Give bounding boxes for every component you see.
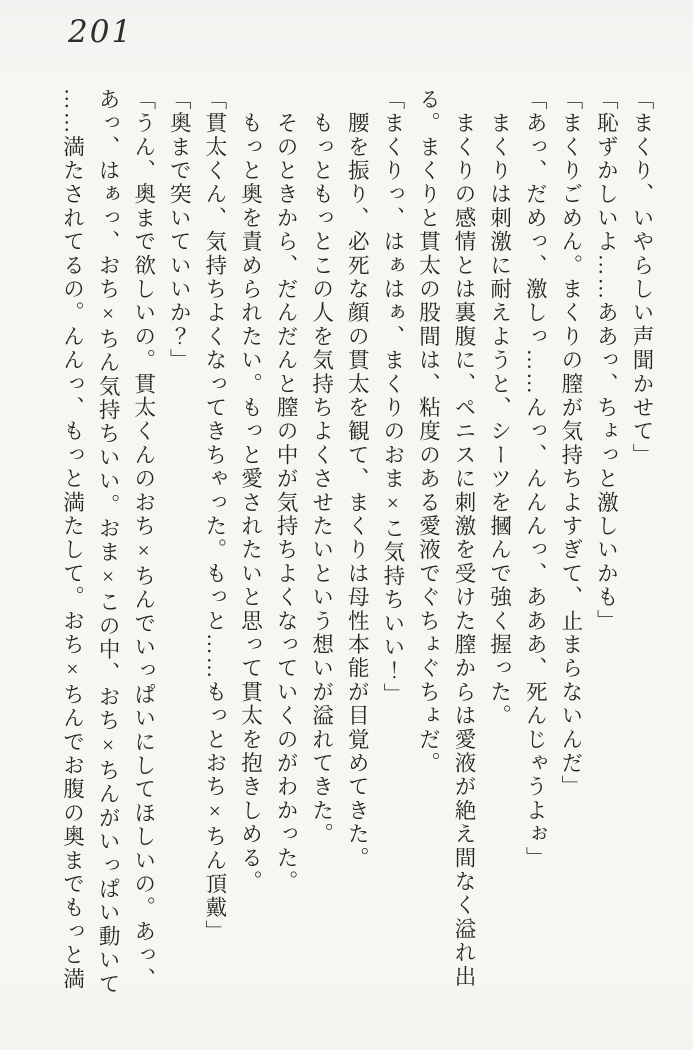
text-column: 「うん、奥まで欲しいの。貫太くんのおち×ちんでいっぱいにしてほしいの。あっ、	[131, 88, 156, 992]
text-body	[51, 88, 659, 997]
text-column: もっと奥を責められたい。もっと愛されたいと思って貫太を抱きしめる。	[238, 88, 263, 894]
text-column: そのときから、だんだんと膣の中が気持ちよくなっていくのがわかった。	[274, 88, 299, 894]
text-column: る。まくりと貫太の股間は、粘度のある愛液でぐちょぐちょだ。	[416, 88, 441, 776]
text-column: 「まくりごめん。まくりの膣が気持ちよすぎて、止まらないんだ」	[558, 88, 583, 799]
text-column: もっともっとこの人を気持ちよくさせたいという想いが溢れてきた。	[309, 88, 334, 847]
text-column: まくりは刺激に耐えようと、シーツを摑んで強く握った。	[487, 88, 512, 728]
text-column: あっ、はぁっ、おち×ちん気持ちいい。おま×この中、おち×ちんがいっぱい動いて	[96, 88, 121, 997]
text-column: 「まくりっ、はぁはぁ、まくりのおま×こ気持ちいい！」	[380, 88, 405, 707]
page-number: 201	[68, 14, 134, 50]
text-column: 「貫太くん、気持ちよくなってきちゃった。もっと……もっとおち×ちん頂戴」	[202, 88, 227, 944]
text-column: 腰を振り、必死な顔の貫太を観て、まくりは母性本能が目覚めてきた。	[345, 88, 370, 871]
text-column: 「恥ずかしいよ……ああっ、ちょっと激しいかも」	[594, 88, 619, 634]
text-column: 「奥まで突いていいか？」	[167, 88, 192, 373]
text-column: まくりの感情とは裏腹に、ペニスに刺激を受けた膣からは愛液が絶え間なく溢れ出	[452, 88, 477, 989]
text-column: ……満たされてるの。んんっ、もっと満たして。おち×ちんでお腹の奥までもっと満	[60, 88, 85, 992]
text-column: 「あっ、だめっ、激しっ……んっ、んんんっ、あああ、死んじゃうよぉ」	[523, 88, 548, 871]
text-column: 「まくり、いやらしい声聞かせて」	[630, 88, 654, 468]
